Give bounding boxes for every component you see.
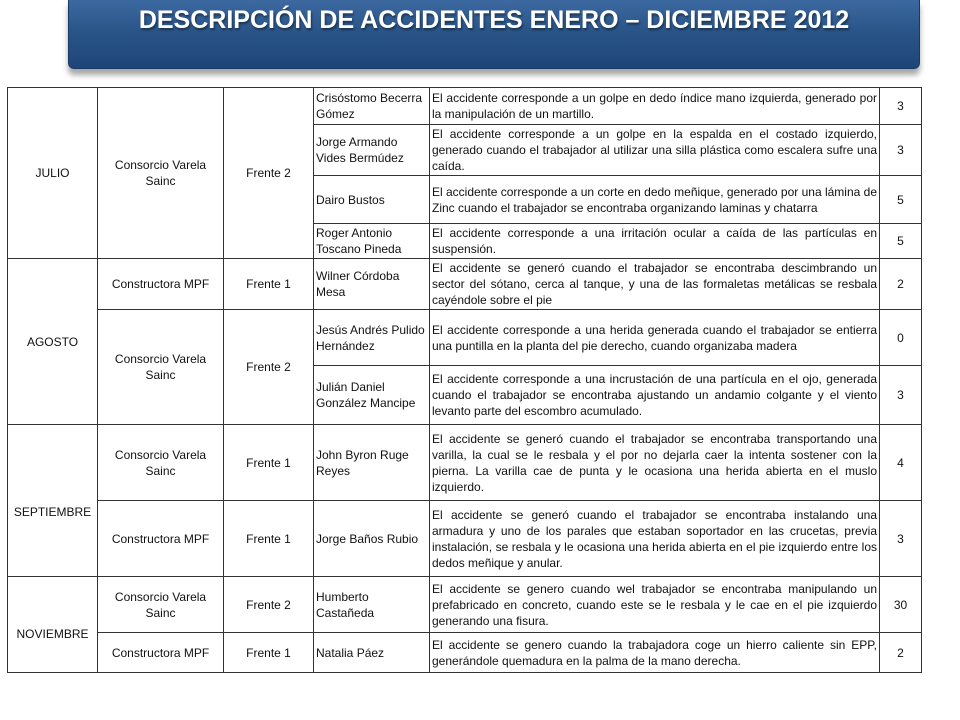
front-cell: Frente 2 [224,88,314,259]
accident-description-cell: El accidente se generó cuando el trabajador se encontraba instalando una armadura y uno de los parales que estaban soportador en las crucetas, previa instalación, se resbala y le ocasiona una herida abierta en el pie izquierdo entre los dedos meñique y anular. [430,501,880,577]
front-cell: Frente 1 [224,425,314,501]
table-row [8,633,922,673]
month-cell: NOVIEMBRE [8,577,98,673]
table-row [8,88,922,125]
worker-name-cell: Jesús Andrés Pulido Hernández [314,310,430,366]
lost-days-cell: 3 [880,501,922,577]
accident-description-cell: El accidente corresponde a una incrustación de una partícula en el ojo, generada cuando el trabajador se encontraba ajustando un andamio colgante y el viento levanto parte del escombro acumulado. [430,366,880,425]
company-cell: Consorcio Varela Sainc [98,577,224,633]
company-cell: Consorcio Varela Sainc [98,310,224,425]
title-banner [68,0,920,69]
month-cell: SEPTIEMBRE [8,425,98,577]
front-cell: Frente 1 [224,501,314,577]
accident-description-cell: El accidente corresponde a un golpe en dedo índice mano izquierda, generado por la manipulación de un martillo. [430,88,880,125]
worker-name-cell: Jorge Armando Vides Bermúdez [314,125,430,176]
lost-days-cell: 5 [880,176,922,224]
front-cell: Frente 2 [224,577,314,633]
table-row [8,501,922,577]
accident-description-cell: El accidente se genero cuando la trabajadora coge un hierro caliente sin EPP, generándole quemadura en la palma de la mano derecha. [430,633,880,673]
worker-name-cell: Dairo Bustos [314,176,430,224]
lost-days-cell: 3 [880,125,922,176]
company-cell: Consorcio Varela Sainc [98,425,224,501]
table-row [8,425,922,501]
front-cell: Frente 1 [224,259,314,310]
table-row [8,577,922,633]
accident-description-cell: El accidente se generó cuando el trabajador se encontraba descimbrando un sector del sótano, cerca al tanque, y una de las formaletas metálicas se resbala cayéndole sobre el pie [430,259,880,310]
company-cell: Constructora MPF [98,633,224,673]
table-row [8,310,922,366]
lost-days-cell: 3 [880,366,922,425]
lost-days-cell: 0 [880,310,922,366]
table-row [8,259,922,310]
worker-name-cell: John Byron Ruge Reyes [314,425,430,501]
lost-days-cell: 2 [880,259,922,310]
lost-days-cell: 3 [880,88,922,125]
worker-name-cell: Wilner Córdoba Mesa [314,259,430,310]
worker-name-cell: Natalia Páez [314,633,430,673]
accident-description-cell: El accidente corresponde a un golpe en la espalda en el costado izquierdo, generado cuando el trabajador al utilizar una silla plástica como escalera sufre una caída. [430,125,880,176]
accident-description-cell: El accidente se generó cuando el trabajador se encontraba transportando una varilla, la cual se le resbala y el por no dejarla caer la intenta sostener con la pierna. La varilla cae de punta y le ocasiona una herida abierta en el muslo izquierdo. [430,425,880,501]
lost-days-cell: 5 [880,224,922,259]
accident-description-cell: El accidente corresponde a una herida generada cuando el trabajador se entierra una puntilla en la planta del pie derecho, cuando organizaba madera [430,310,880,366]
front-cell: Frente 2 [224,310,314,425]
lost-days-cell: 30 [880,577,922,633]
page-title: DESCRIPCIÓN DE ACCIDENTES ENERO – DICIEMBRE 2012 [138,6,850,34]
accident-description-cell: El accidente corresponde a un corte en dedo meñique, generado por una lámina de Zinc cuando el trabajador se encontraba organizando laminas y chatarra [430,176,880,224]
month-cell: AGOSTO [8,259,98,425]
accident-description-cell: El accidente se genero cuando wel trabajador se encontraba manipulando un prefabricado en concreto, cuando este se le resbala y le cae en el pie izquierdo generando una fisura. [430,577,880,633]
lost-days-cell: 4 [880,425,922,501]
company-cell: Consorcio Varela Sainc [98,88,224,259]
worker-name-cell: Humberto Castañeda [314,577,430,633]
company-cell: Constructora MPF [98,501,224,577]
accidents-table-body [8,88,922,673]
month-cell: JULIO [8,88,98,259]
worker-name-cell: Roger Antonio Toscano Pineda [314,224,430,259]
worker-name-cell: Crisóstomo Becerra Gómez [314,88,430,125]
accidents-table [7,87,922,673]
worker-name-cell: Julián Daniel González Mancipe [314,366,430,425]
accident-description-cell: El accidente corresponde a una irritación ocular a caída de las partículas en suspensión. [430,224,880,259]
front-cell: Frente 1 [224,633,314,673]
company-cell: Constructora MPF [98,259,224,310]
lost-days-cell: 2 [880,633,922,673]
worker-name-cell: Jorge Baños Rubio [314,501,430,577]
